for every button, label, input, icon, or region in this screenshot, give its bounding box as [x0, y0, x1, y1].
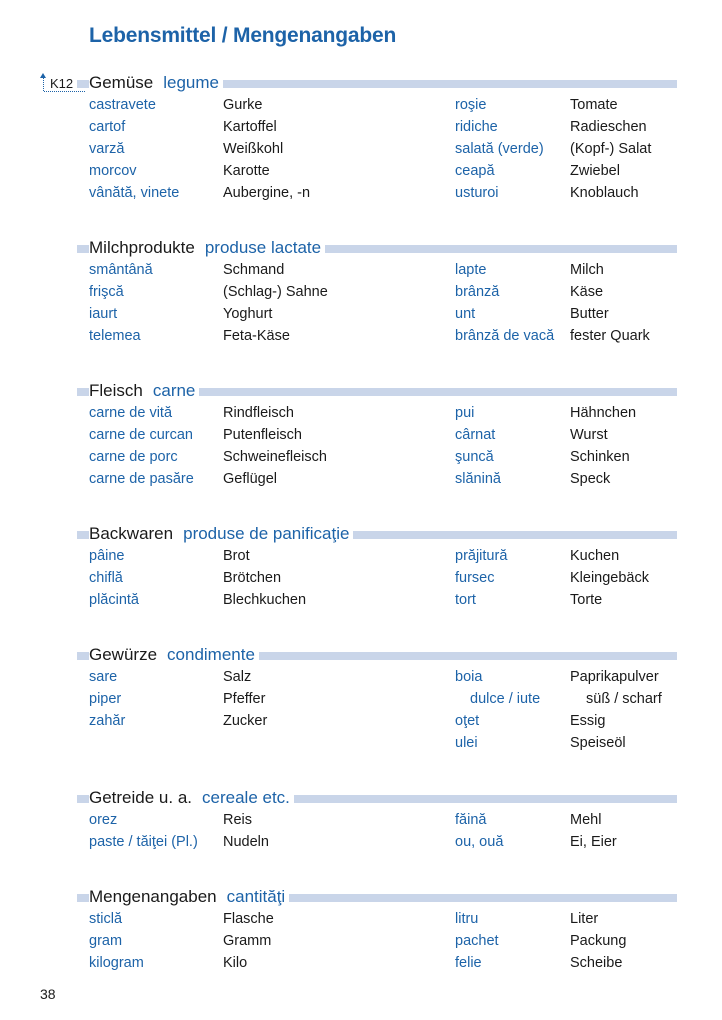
- ro-term: chiflă: [89, 570, 123, 586]
- ro-term: vânătă, vinete: [89, 185, 180, 201]
- ro-term: morcov: [89, 163, 137, 179]
- page-title: Lebensmittel / Mengenangaben: [89, 24, 397, 47]
- vocab-row: [0, 831, 722, 853]
- vocab-row: [0, 809, 722, 831]
- vocab-row: [0, 952, 722, 974]
- ro-term: usturoi: [455, 185, 499, 201]
- de-term: fester Quark: [570, 328, 650, 344]
- de-term: Nudeln: [223, 834, 269, 850]
- section-bakery: [0, 523, 722, 611]
- ro-term: ridiche: [455, 119, 498, 135]
- vocab-row: [0, 424, 722, 446]
- vocab-row: [0, 589, 722, 611]
- vocab-row: [0, 446, 722, 468]
- ro-term: cartof: [89, 119, 126, 135]
- de-term: Kleingebäck: [570, 570, 649, 586]
- ro-term: oţet: [455, 713, 480, 729]
- de-term: Käse: [570, 284, 604, 300]
- de-term: Mehl: [570, 812, 602, 828]
- vocab-row: [0, 402, 722, 424]
- de-term: Wurst: [570, 427, 608, 443]
- vocab-row: [0, 930, 722, 952]
- de-term: Aubergine, -n: [223, 185, 311, 201]
- ro-term: slănină: [455, 471, 501, 487]
- section-dairy: [0, 237, 722, 347]
- de-term: Speiseöl: [570, 735, 626, 751]
- ro-term: carne de porc: [89, 449, 178, 465]
- section-title-ro: condimente: [167, 645, 255, 664]
- section-title-de: Gewürze: [89, 645, 158, 664]
- ro-term: roşie: [455, 97, 487, 113]
- section-title-ro: cantităţi: [226, 887, 286, 906]
- de-term: Schweinefleisch: [223, 449, 327, 465]
- ro-term: sare: [89, 669, 118, 685]
- de-term: Pfeffer: [223, 691, 266, 707]
- ro-term: varză: [89, 141, 125, 157]
- ro-term: zahăr: [89, 713, 126, 729]
- vocab-row: [0, 688, 722, 710]
- section-title-de: Milchprodukte: [89, 238, 195, 257]
- de-term: Putenfleisch: [223, 427, 302, 443]
- ro-term: carne de vită: [89, 405, 173, 421]
- vocab-row: [0, 710, 722, 732]
- vocab-row: [0, 281, 722, 303]
- de-term: Torte: [570, 592, 603, 608]
- de-term: Flasche: [223, 911, 274, 927]
- de-term: Knoblauch: [570, 185, 639, 201]
- ro-term: smântână: [89, 262, 153, 278]
- de-term: Radieschen: [570, 119, 647, 135]
- ro-term: unt: [455, 306, 476, 322]
- vocab-row: [0, 908, 722, 930]
- section-meat: [0, 380, 722, 490]
- de-term: Kilo: [223, 955, 248, 971]
- section-grains: [0, 787, 722, 853]
- vocab-row: [0, 567, 722, 589]
- ro-term: paste / tăiţei (Pl.): [89, 834, 198, 850]
- de-term: Weißkohl: [223, 141, 284, 157]
- de-term: (Schlag-) Sahne: [223, 284, 328, 300]
- ro-term: pui: [455, 405, 475, 421]
- de-term: Milch: [570, 262, 604, 278]
- section-title-ro: legume: [163, 73, 220, 92]
- ro-term: castravete: [89, 97, 156, 113]
- de-term: Zucker: [223, 713, 268, 729]
- vocab-row: [0, 138, 722, 160]
- ro-term: tort: [455, 592, 476, 608]
- section-title-de: Gemüse: [89, 73, 154, 92]
- section-title-de: Backwaren: [89, 524, 174, 543]
- de-term: Yoghurt: [223, 306, 273, 322]
- ro-term: carne de curcan: [89, 427, 193, 443]
- de-term: Gramm: [223, 933, 272, 949]
- de-term: Salz: [223, 669, 252, 685]
- ro-term: fursec: [455, 570, 495, 586]
- ro-term: prăjitură: [455, 548, 508, 564]
- section-title-de: Getreide u. a.: [89, 788, 193, 807]
- ro-term: piper: [89, 691, 122, 707]
- section-title-ro: produse de panificaţie: [183, 524, 350, 543]
- de-term: Paprikapulver: [570, 669, 659, 685]
- de-term: Packung: [570, 933, 627, 949]
- de-term: Blechkuchen: [223, 592, 307, 608]
- vocab-row: [0, 666, 722, 688]
- vocab-row: [0, 116, 722, 138]
- vocab-row: [0, 732, 722, 754]
- section-title-ro: carne: [152, 381, 196, 400]
- de-term: Schinken: [570, 449, 630, 465]
- vocab-row: [0, 325, 722, 347]
- de-term: Scheibe: [570, 955, 623, 971]
- section-title-ro: cereale etc.: [202, 788, 290, 807]
- de-term: Brot: [223, 548, 250, 564]
- chapter-marker-label: K12: [50, 76, 74, 91]
- section-spices: [0, 644, 722, 754]
- de-term: Brötchen: [223, 570, 282, 586]
- de-term: Butter: [570, 306, 609, 322]
- de-term: Speck: [570, 471, 611, 487]
- ro-term: dulce / iute: [470, 691, 541, 707]
- de-term: süß / scharf: [586, 691, 662, 707]
- ro-term: litru: [455, 911, 479, 927]
- de-term: Karotte: [223, 163, 270, 179]
- ro-term: pâine: [89, 548, 125, 564]
- page-number: 38: [40, 986, 56, 1002]
- ro-term: carne de pasăre: [89, 471, 194, 487]
- ro-term: frişcă: [89, 284, 124, 300]
- ro-term: ou, ouă: [455, 834, 504, 850]
- de-term: Kuchen: [570, 548, 620, 564]
- de-term: Essig: [570, 713, 606, 729]
- de-term: Schmand: [223, 262, 285, 278]
- ro-term: gram: [89, 933, 123, 949]
- ro-term: salată (verde): [455, 141, 544, 157]
- de-term: Reis: [223, 812, 253, 828]
- ro-term: felie: [455, 955, 482, 971]
- de-term: Zwiebel: [570, 163, 620, 179]
- section-quantities: [0, 886, 722, 974]
- vocab-row: [0, 259, 722, 281]
- de-term: Feta-Käse: [223, 328, 290, 344]
- ro-term: telemea: [89, 328, 141, 344]
- vocab-row: [0, 94, 722, 116]
- ro-term: kilogram: [89, 955, 144, 971]
- de-term: Kartoffel: [223, 119, 277, 135]
- ro-term: iaurt: [89, 306, 118, 322]
- ro-term: cârnat: [455, 427, 496, 443]
- section-title-ro: produse lactate: [204, 238, 322, 257]
- de-term: Gurke: [223, 97, 263, 113]
- ro-term: boia: [455, 669, 483, 685]
- section-title-de: Fleisch: [89, 381, 143, 400]
- de-term: Hähnchen: [570, 405, 637, 421]
- de-term: Geflügel: [223, 471, 278, 487]
- ro-term: lapte: [455, 262, 487, 278]
- de-term: Rindfleisch: [223, 405, 294, 421]
- section-title-de: Mengenangaben: [89, 887, 217, 906]
- section-vegetables: [0, 72, 722, 204]
- ro-term: plăcintă: [89, 592, 139, 608]
- vocab-row: [0, 468, 722, 490]
- ro-term: şuncă: [455, 449, 494, 465]
- de-term: Ei, Eier: [570, 834, 617, 850]
- ro-term: sticlă: [89, 911, 123, 927]
- ro-term: pachet: [455, 933, 499, 949]
- ro-term: ceapă: [455, 163, 495, 179]
- ro-term: brânză de vacă: [455, 328, 555, 344]
- ro-term: orez: [89, 812, 118, 828]
- de-term: Tomate: [570, 97, 618, 113]
- ro-term: brânză: [455, 284, 500, 300]
- vocab-row: [0, 182, 722, 204]
- vocab-row: [0, 545, 722, 567]
- de-term: Liter: [570, 911, 599, 927]
- de-term: (Kopf-) Salat: [570, 141, 652, 157]
- vocab-row: [0, 303, 722, 325]
- ro-term: ulei: [455, 735, 478, 751]
- ro-term: făină: [455, 812, 487, 828]
- vocab-row: [0, 160, 722, 182]
